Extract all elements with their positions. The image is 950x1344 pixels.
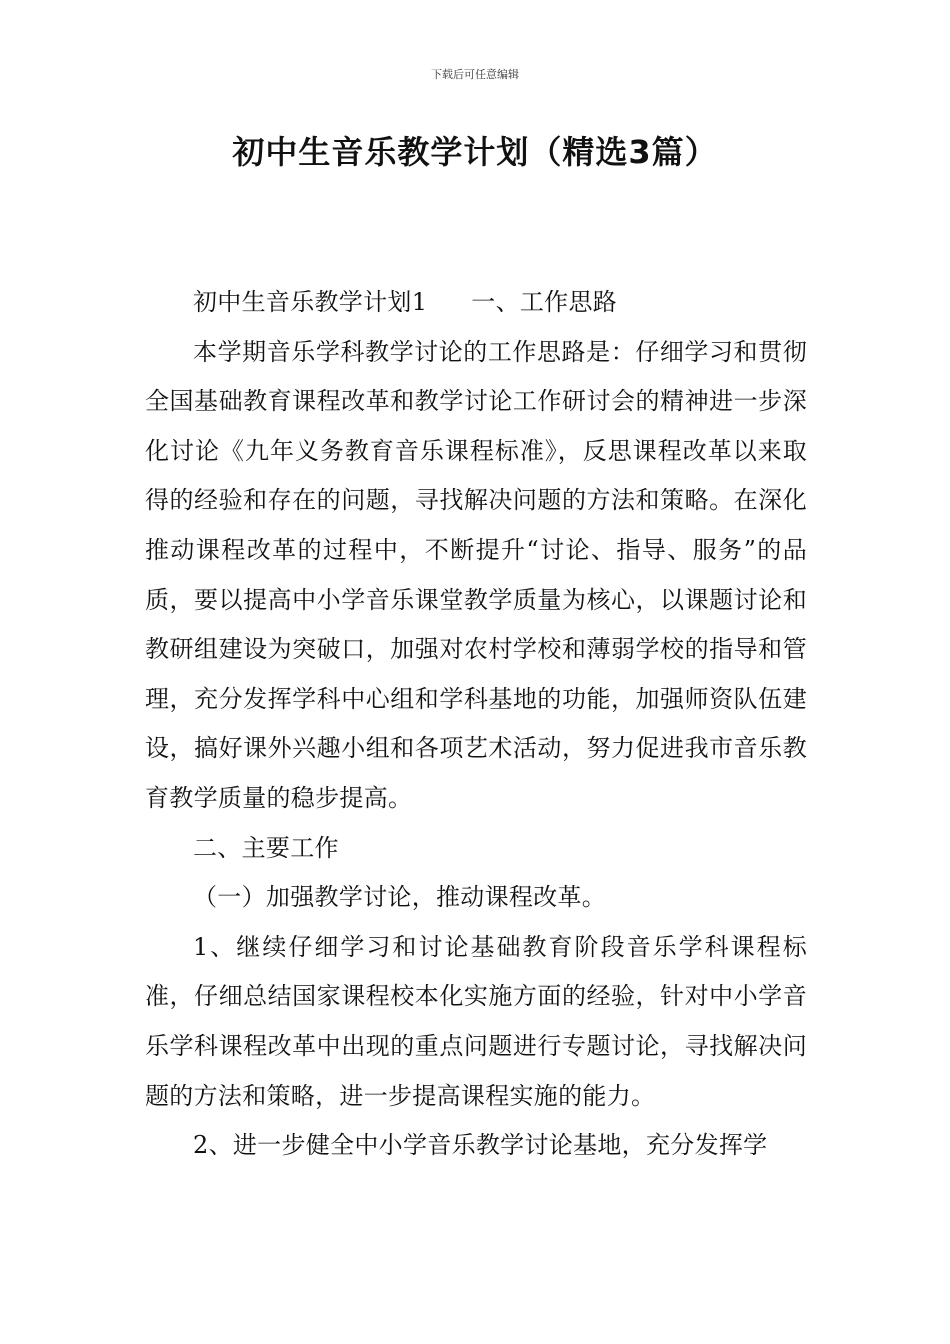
document-body	[145, 278, 807, 1171]
heading-subsection-1: （一）加强教学讨论，推动课程改革。	[193, 883, 607, 912]
section-heading	[145, 278, 807, 328]
paragraph-item-2: 2、进一步健全中小学音乐教学讨论基地，充分发挥学	[193, 1131, 768, 1160]
document-title: 初中生音乐教学计划（精选3篇）	[232, 133, 718, 171]
heading-main-work: 二、主要工作	[193, 833, 339, 862]
part-title: 初中生音乐教学计划1	[193, 288, 428, 316]
subsection-title: 一、工作思路	[471, 288, 618, 316]
header-note: 下载后可任意编辑	[431, 68, 519, 81]
paragraph-work-approach: 本学期音乐学科教学讨论的工作思路是：仔细学习和贯彻全国基础教育课程改革和教学讨论工作研讨会的精神进一步深化讨论《九年义务教育音乐课程标准》，反思课程改革以来取得的经验和存在的问题，寻找解决问题的方法和策略。在深化推动课程改革的过程中，不断提升“讨论、指导、服务”的品质，要以提高中小学音乐课堂教学质量为核心，以课题讨论和教研组建设为突破口，加强对农村学校和薄弱学校的指导和管理，充分发挥学科中心组和学科基地的功能，加强师资队伍建设，搞好课外兴趣小组和各项艺术活动，努力促进我市音乐教育教学质量的稳步提高。	[145, 337, 807, 812]
paragraph-item-1: 1、继续仔细学习和讨论基础教育阶段音乐学科课程标准，仔细总结国家课程校本化实施方面的经验，针对中小学音乐学科课程改革中出现的重点问题进行专题讨论，寻找解决问题的方法和策略，进一步提高课程实施的能力。	[145, 932, 807, 1110]
